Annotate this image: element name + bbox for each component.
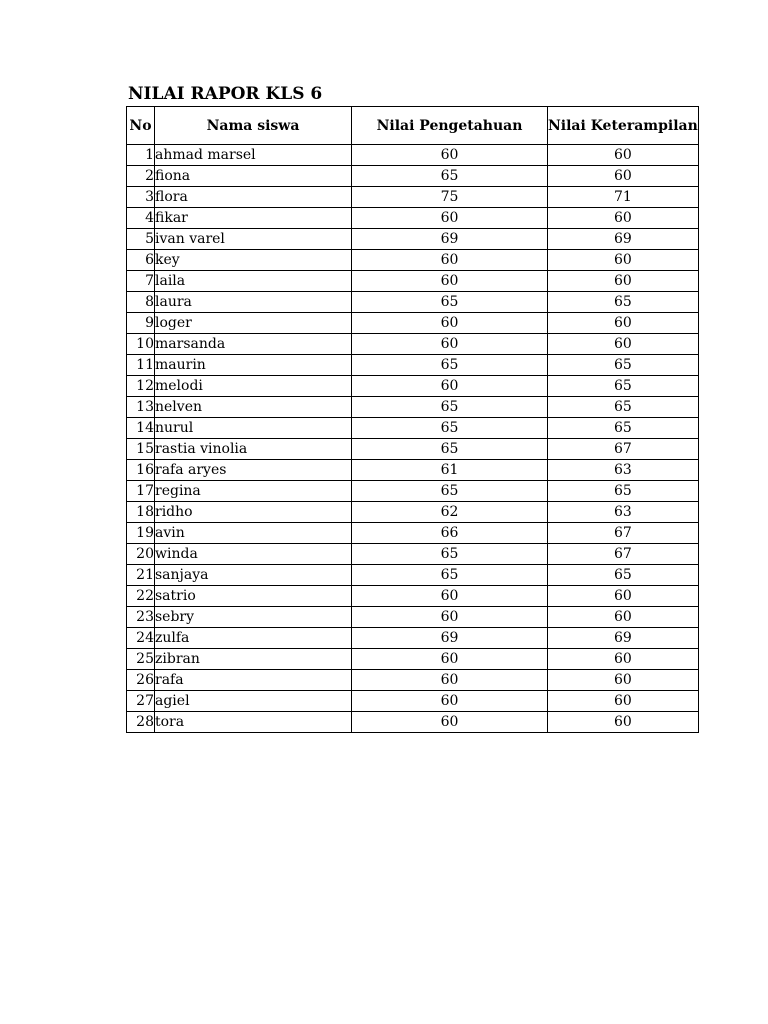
cell-nilai-keterampilan: 67 <box>548 439 699 460</box>
cell-nilai-pengetahuan: 60 <box>352 649 548 670</box>
cell-nilai-pengetahuan: 62 <box>352 502 548 523</box>
cell-no: 23 <box>127 607 155 628</box>
page-title: NILAI RAPOR KLS 6 <box>128 84 323 104</box>
cell-nama-siswa: ivan varel <box>155 229 352 250</box>
table-row <box>127 670 699 691</box>
cell-nilai-keterampilan: 60 <box>548 145 699 166</box>
cell-nilai-keterampilan: 60 <box>548 271 699 292</box>
cell-nilai-pengetahuan: 65 <box>352 292 548 313</box>
table-row <box>127 166 699 187</box>
cell-nilai-pengetahuan: 60 <box>352 271 548 292</box>
cell-nilai-pengetahuan: 60 <box>352 250 548 271</box>
cell-nilai-pengetahuan: 60 <box>352 376 548 397</box>
cell-nilai-pengetahuan: 60 <box>352 586 548 607</box>
cell-nama-siswa: laila <box>155 271 352 292</box>
cell-nilai-keterampilan: 60 <box>548 250 699 271</box>
table-row <box>127 187 699 208</box>
cell-nama-siswa: nurul <box>155 418 352 439</box>
cell-nilai-pengetahuan: 65 <box>352 397 548 418</box>
cell-nilai-pengetahuan: 60 <box>352 712 548 733</box>
table-row <box>127 607 699 628</box>
table-row <box>127 250 699 271</box>
cell-nama-siswa: rafa aryes <box>155 460 352 481</box>
header-nilai-pengetahuan: Nilai Pengetahuan <box>352 107 548 145</box>
table-row <box>127 229 699 250</box>
cell-no: 24 <box>127 628 155 649</box>
cell-nilai-keterampilan: 65 <box>548 481 699 502</box>
cell-no: 5 <box>127 229 155 250</box>
cell-nilai-keterampilan: 65 <box>548 355 699 376</box>
cell-nilai-pengetahuan: 65 <box>352 481 548 502</box>
cell-nilai-keterampilan: 65 <box>548 376 699 397</box>
table-row <box>127 334 699 355</box>
cell-no: 12 <box>127 376 155 397</box>
table-row <box>127 586 699 607</box>
table-row <box>127 271 699 292</box>
cell-no: 8 <box>127 292 155 313</box>
cell-nilai-pengetahuan: 60 <box>352 145 548 166</box>
cell-nilai-keterampilan: 60 <box>548 649 699 670</box>
cell-nilai-keterampilan: 60 <box>548 334 699 355</box>
cell-no: 22 <box>127 586 155 607</box>
cell-no: 20 <box>127 544 155 565</box>
cell-no: 26 <box>127 670 155 691</box>
cell-nilai-pengetahuan: 65 <box>352 355 548 376</box>
cell-nama-siswa: sanjaya <box>155 565 352 586</box>
cell-nama-siswa: sebry <box>155 607 352 628</box>
cell-nilai-pengetahuan: 65 <box>352 544 548 565</box>
cell-nilai-pengetahuan: 60 <box>352 607 548 628</box>
cell-nilai-pengetahuan: 75 <box>352 187 548 208</box>
cell-no: 14 <box>127 418 155 439</box>
cell-nilai-keterampilan: 65 <box>548 292 699 313</box>
cell-no: 17 <box>127 481 155 502</box>
cell-nilai-pengetahuan: 65 <box>352 418 548 439</box>
table-row <box>127 397 699 418</box>
cell-nama-siswa: fiona <box>155 166 352 187</box>
table-row <box>127 565 699 586</box>
cell-no: 15 <box>127 439 155 460</box>
table-row <box>127 481 699 502</box>
cell-no: 10 <box>127 334 155 355</box>
cell-nilai-pengetahuan: 65 <box>352 439 548 460</box>
cell-nilai-pengetahuan: 69 <box>352 628 548 649</box>
cell-nilai-pengetahuan: 65 <box>352 166 548 187</box>
cell-no: 9 <box>127 313 155 334</box>
cell-no: 7 <box>127 271 155 292</box>
cell-no: 28 <box>127 712 155 733</box>
cell-nama-siswa: regina <box>155 481 352 502</box>
cell-nilai-keterampilan: 60 <box>548 586 699 607</box>
cell-nilai-keterampilan: 63 <box>548 460 699 481</box>
cell-nama-siswa: key <box>155 250 352 271</box>
cell-nilai-pengetahuan: 61 <box>352 460 548 481</box>
cell-nilai-keterampilan: 60 <box>548 670 699 691</box>
cell-nilai-keterampilan: 60 <box>548 166 699 187</box>
table-row <box>127 292 699 313</box>
cell-nama-siswa: rastia vinolia <box>155 439 352 460</box>
cell-nilai-keterampilan: 69 <box>548 229 699 250</box>
grades-table <box>126 106 699 733</box>
cell-nama-siswa: maurin <box>155 355 352 376</box>
cell-nilai-pengetahuan: 60 <box>352 334 548 355</box>
cell-nama-siswa: avin <box>155 523 352 544</box>
cell-nilai-keterampilan: 60 <box>548 607 699 628</box>
table-row <box>127 208 699 229</box>
table-row <box>127 460 699 481</box>
cell-nama-siswa: agiel <box>155 691 352 712</box>
table-row <box>127 544 699 565</box>
cell-nilai-keterampilan: 60 <box>548 208 699 229</box>
cell-nilai-keterampilan: 67 <box>548 544 699 565</box>
cell-nilai-keterampilan: 65 <box>548 565 699 586</box>
cell-nama-siswa: zibran <box>155 649 352 670</box>
cell-nama-siswa: satrio <box>155 586 352 607</box>
cell-no: 27 <box>127 691 155 712</box>
cell-no: 19 <box>127 523 155 544</box>
table-header <box>127 107 699 145</box>
cell-no: 18 <box>127 502 155 523</box>
cell-nama-siswa: marsanda <box>155 334 352 355</box>
table-row <box>127 376 699 397</box>
table-row <box>127 523 699 544</box>
cell-nilai-keterampilan: 63 <box>548 502 699 523</box>
cell-no: 4 <box>127 208 155 229</box>
table-row <box>127 712 699 733</box>
cell-no: 13 <box>127 397 155 418</box>
cell-no: 1 <box>127 145 155 166</box>
cell-nilai-pengetahuan: 60 <box>352 208 548 229</box>
cell-nama-siswa: tora <box>155 712 352 733</box>
cell-no: 16 <box>127 460 155 481</box>
cell-nilai-pengetahuan: 60 <box>352 313 548 334</box>
table-row <box>127 145 699 166</box>
cell-nilai-keterampilan: 65 <box>548 418 699 439</box>
cell-nama-siswa: zulfa <box>155 628 352 649</box>
cell-no: 21 <box>127 565 155 586</box>
cell-nama-siswa: winda <box>155 544 352 565</box>
header-nilai-keterampilan: Nilai Keterampilan <box>548 107 699 145</box>
table-row <box>127 439 699 460</box>
cell-no: 25 <box>127 649 155 670</box>
header-no: No <box>127 107 155 145</box>
header-row <box>127 107 699 145</box>
cell-no: 6 <box>127 250 155 271</box>
cell-nama-siswa: nelven <box>155 397 352 418</box>
cell-nama-siswa: ridho <box>155 502 352 523</box>
cell-nilai-keterampilan: 65 <box>548 397 699 418</box>
table-row <box>127 628 699 649</box>
cell-nilai-pengetahuan: 66 <box>352 523 548 544</box>
table-row <box>127 649 699 670</box>
cell-nilai-pengetahuan: 65 <box>352 565 548 586</box>
cell-nama-siswa: flora <box>155 187 352 208</box>
cell-no: 2 <box>127 166 155 187</box>
cell-nilai-pengetahuan: 69 <box>352 229 548 250</box>
table-row <box>127 355 699 376</box>
cell-nama-siswa: fikar <box>155 208 352 229</box>
cell-no: 3 <box>127 187 155 208</box>
cell-nilai-keterampilan: 69 <box>548 628 699 649</box>
cell-nama-siswa: laura <box>155 292 352 313</box>
table-row <box>127 691 699 712</box>
cell-nama-siswa: melodi <box>155 376 352 397</box>
cell-nilai-keterampilan: 60 <box>548 691 699 712</box>
cell-nilai-keterampilan: 60 <box>548 313 699 334</box>
cell-no: 11 <box>127 355 155 376</box>
cell-nilai-keterampilan: 67 <box>548 523 699 544</box>
table-row <box>127 313 699 334</box>
header-nama-siswa: Nama siswa <box>155 107 352 145</box>
cell-nilai-keterampilan: 71 <box>548 187 699 208</box>
cell-nilai-keterampilan: 60 <box>548 712 699 733</box>
cell-nama-siswa: rafa <box>155 670 352 691</box>
table-body <box>127 145 699 733</box>
cell-nilai-pengetahuan: 60 <box>352 670 548 691</box>
cell-nilai-pengetahuan: 60 <box>352 691 548 712</box>
table-row <box>127 502 699 523</box>
cell-nama-siswa: ahmad marsel <box>155 145 352 166</box>
cell-nama-siswa: loger <box>155 313 352 334</box>
table-row <box>127 418 699 439</box>
